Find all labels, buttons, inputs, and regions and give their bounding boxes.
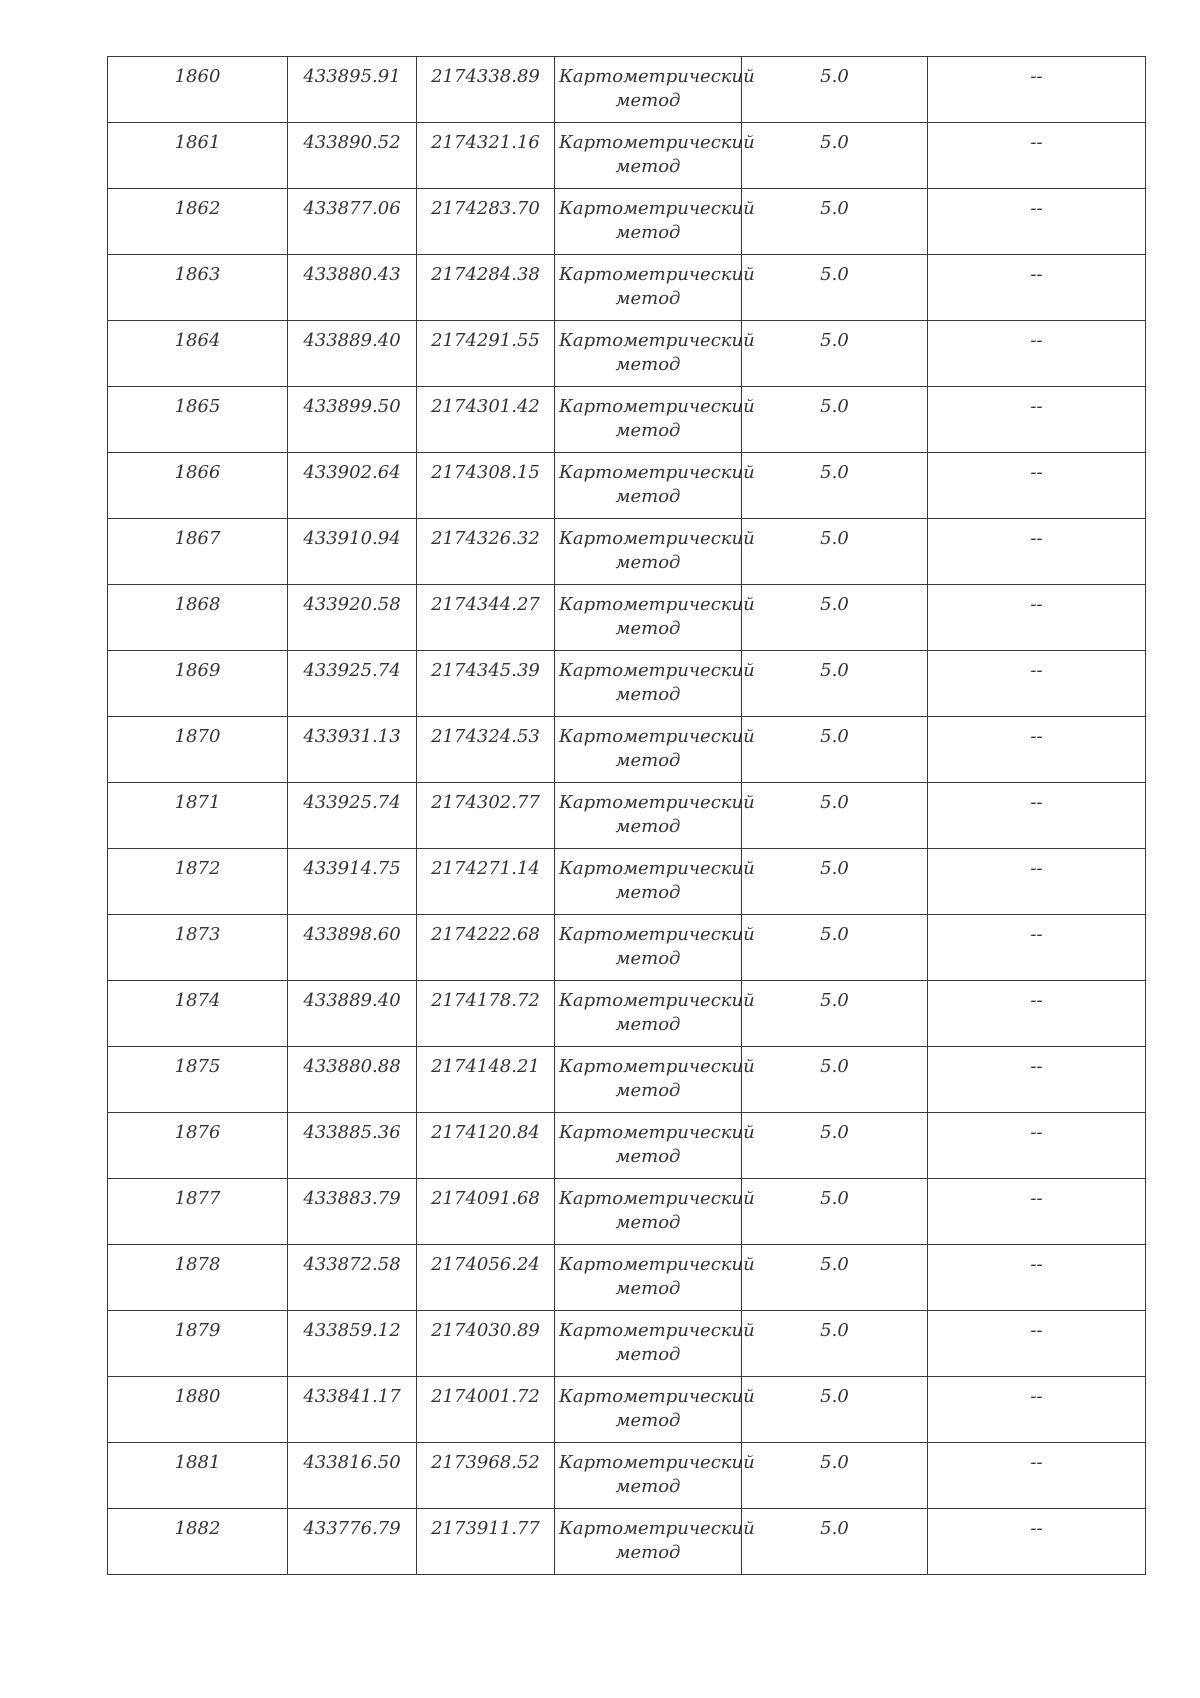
method-cell <box>555 1047 755 1113</box>
x-coordinate-cell: 433899.50 <box>288 387 417 453</box>
point-number-cell: 1880 <box>108 1377 288 1443</box>
method-line-1: Картометрический <box>559 462 755 483</box>
accuracy-cell: 5.0 <box>742 1509 928 1575</box>
table-row <box>108 1311 1146 1377</box>
y-coordinate-cell: 2174301.42 <box>417 387 555 453</box>
accuracy-cell: 5.0 <box>742 321 928 387</box>
y-coordinate-cell: 2174338.89 <box>417 57 555 123</box>
note-cell: -- <box>928 717 1146 783</box>
accuracy-cell: 5.0 <box>742 1047 928 1113</box>
y-coordinate-cell: 2174326.32 <box>417 519 555 585</box>
method-line-2: метод <box>615 882 681 903</box>
accuracy-cell: 5.0 <box>742 453 928 519</box>
accuracy-cell: 5.0 <box>742 189 928 255</box>
accuracy-cell: 5.0 <box>742 915 928 981</box>
x-coordinate-cell: 433776.79 <box>288 1509 417 1575</box>
method-line-1: Картометрический <box>559 792 755 813</box>
accuracy-cell: 5.0 <box>742 519 928 585</box>
table-row <box>108 651 1146 717</box>
method-line-2: метод <box>615 420 681 441</box>
note-cell: -- <box>928 255 1146 321</box>
method-line-2: метод <box>615 816 681 837</box>
x-coordinate-cell: 433859.12 <box>288 1311 417 1377</box>
method-cell <box>555 1179 755 1245</box>
note-cell: -- <box>928 981 1146 1047</box>
x-coordinate-cell: 433902.64 <box>288 453 417 519</box>
method-cell <box>555 1113 755 1179</box>
method-cell <box>555 321 755 387</box>
method-line-1: Картометрический <box>559 1452 755 1473</box>
y-coordinate-cell: 2174308.15 <box>417 453 555 519</box>
note-cell: -- <box>928 1113 1146 1179</box>
point-number-cell: 1867 <box>108 519 288 585</box>
table-row <box>108 387 1146 453</box>
method-line-1: Картометрический <box>559 924 755 945</box>
accuracy-cell: 5.0 <box>742 585 928 651</box>
method-line-2: метод <box>615 750 681 771</box>
table-row <box>108 519 1146 585</box>
x-coordinate-cell: 433841.17 <box>288 1377 417 1443</box>
method-cell <box>555 453 755 519</box>
method-cell <box>555 1509 755 1575</box>
table-row <box>108 849 1146 915</box>
method-line-2: метод <box>615 156 681 177</box>
table-row <box>108 57 1146 123</box>
method-cell <box>555 981 755 1047</box>
x-coordinate-cell: 433914.75 <box>288 849 417 915</box>
y-coordinate-cell: 2174291.55 <box>417 321 555 387</box>
method-line-1: Картометрический <box>559 1056 755 1077</box>
method-cell <box>555 255 755 321</box>
method-line-2: метод <box>615 354 681 375</box>
note-cell: -- <box>928 1443 1146 1509</box>
point-number-cell: 1863 <box>108 255 288 321</box>
y-coordinate-cell: 2174344.27 <box>417 585 555 651</box>
method-cell <box>555 1377 755 1443</box>
x-coordinate-cell: 433880.43 <box>288 255 417 321</box>
method-line-1: Картометрический <box>559 264 755 285</box>
point-number-cell: 1862 <box>108 189 288 255</box>
point-number-cell: 1877 <box>108 1179 288 1245</box>
method-line-1: Картометрический <box>559 858 755 879</box>
table-row <box>108 915 1146 981</box>
note-cell: -- <box>928 453 1146 519</box>
document-page <box>107 56 1145 1575</box>
x-coordinate-cell: 433895.91 <box>288 57 417 123</box>
accuracy-cell: 5.0 <box>742 849 928 915</box>
point-number-cell: 1875 <box>108 1047 288 1113</box>
note-cell: -- <box>928 189 1146 255</box>
point-number-cell: 1881 <box>108 1443 288 1509</box>
method-cell <box>555 915 755 981</box>
table-row <box>108 189 1146 255</box>
x-coordinate-cell: 433910.94 <box>288 519 417 585</box>
method-line-2: метод <box>615 1476 681 1497</box>
method-line-1: Картометрический <box>559 660 755 681</box>
accuracy-cell: 5.0 <box>742 123 928 189</box>
x-coordinate-cell: 433890.52 <box>288 123 417 189</box>
x-coordinate-cell: 433925.74 <box>288 651 417 717</box>
point-number-cell: 1871 <box>108 783 288 849</box>
method-line-1: Картометрический <box>559 330 755 351</box>
note-cell: -- <box>928 783 1146 849</box>
y-coordinate-cell: 2174120.84 <box>417 1113 555 1179</box>
method-line-1: Картометрический <box>559 66 755 87</box>
coordinates-table-body <box>108 57 1146 1575</box>
y-coordinate-cell: 2174148.21 <box>417 1047 555 1113</box>
x-coordinate-cell: 433816.50 <box>288 1443 417 1509</box>
y-coordinate-cell: 2174283.70 <box>417 189 555 255</box>
point-number-cell: 1870 <box>108 717 288 783</box>
note-cell: -- <box>928 651 1146 717</box>
method-line-2: метод <box>615 1344 681 1365</box>
note-cell: -- <box>928 321 1146 387</box>
point-number-cell: 1869 <box>108 651 288 717</box>
method-line-1: Картометрический <box>559 1122 755 1143</box>
method-line-2: метод <box>615 1410 681 1431</box>
note-cell: -- <box>928 1377 1146 1443</box>
note-cell: -- <box>928 1245 1146 1311</box>
method-line-2: метод <box>615 1212 681 1233</box>
point-number-cell: 1876 <box>108 1113 288 1179</box>
table-row <box>108 783 1146 849</box>
y-coordinate-cell: 2174345.39 <box>417 651 555 717</box>
method-cell <box>555 387 755 453</box>
accuracy-cell: 5.0 <box>742 1377 928 1443</box>
note-cell: -- <box>928 57 1146 123</box>
note-cell: -- <box>928 585 1146 651</box>
table-row <box>108 1047 1146 1113</box>
method-line-2: метод <box>615 684 681 705</box>
method-cell <box>555 57 755 123</box>
x-coordinate-cell: 433931.13 <box>288 717 417 783</box>
note-cell: -- <box>928 123 1146 189</box>
y-coordinate-cell: 2174324.53 <box>417 717 555 783</box>
note-cell: -- <box>928 915 1146 981</box>
note-cell: -- <box>928 1509 1146 1575</box>
accuracy-cell: 5.0 <box>742 717 928 783</box>
y-coordinate-cell: 2174284.38 <box>417 255 555 321</box>
accuracy-cell: 5.0 <box>742 651 928 717</box>
table-row <box>108 585 1146 651</box>
method-line-2: метод <box>615 948 681 969</box>
method-line-1: Картометрический <box>559 726 755 747</box>
point-number-cell: 1868 <box>108 585 288 651</box>
method-line-1: Картометрический <box>559 528 755 549</box>
x-coordinate-cell: 433880.88 <box>288 1047 417 1113</box>
method-cell <box>555 519 755 585</box>
method-cell <box>555 717 755 783</box>
note-cell: -- <box>928 1311 1146 1377</box>
method-line-1: Картометрический <box>559 990 755 1011</box>
y-coordinate-cell: 2174030.89 <box>417 1311 555 1377</box>
y-coordinate-cell: 2174271.14 <box>417 849 555 915</box>
method-line-1: Картометрический <box>559 1320 755 1341</box>
table-row <box>108 453 1146 519</box>
note-cell: -- <box>928 849 1146 915</box>
accuracy-cell: 5.0 <box>742 981 928 1047</box>
accuracy-cell: 5.0 <box>742 1179 928 1245</box>
method-cell <box>555 849 755 915</box>
method-line-2: метод <box>615 222 681 243</box>
method-cell <box>555 189 755 255</box>
table-row <box>108 255 1146 321</box>
y-coordinate-cell: 2174302.77 <box>417 783 555 849</box>
accuracy-cell: 5.0 <box>742 57 928 123</box>
y-coordinate-cell: 2174178.72 <box>417 981 555 1047</box>
y-coordinate-cell: 2174321.16 <box>417 123 555 189</box>
method-line-1: Картометрический <box>559 594 755 615</box>
accuracy-cell: 5.0 <box>742 1311 928 1377</box>
table-row <box>108 981 1146 1047</box>
table-row <box>108 1509 1146 1575</box>
method-line-2: метод <box>615 90 681 111</box>
x-coordinate-cell: 433889.40 <box>288 981 417 1047</box>
method-line-2: метод <box>615 618 681 639</box>
x-coordinate-cell: 433885.36 <box>288 1113 417 1179</box>
method-line-2: метод <box>615 288 681 309</box>
y-coordinate-cell: 2174222.68 <box>417 915 555 981</box>
table-row <box>108 123 1146 189</box>
y-coordinate-cell: 2173968.52 <box>417 1443 555 1509</box>
x-coordinate-cell: 433920.58 <box>288 585 417 651</box>
accuracy-cell: 5.0 <box>742 783 928 849</box>
method-line-2: метод <box>615 1080 681 1101</box>
point-number-cell: 1864 <box>108 321 288 387</box>
point-number-cell: 1860 <box>108 57 288 123</box>
method-cell <box>555 585 755 651</box>
table-row <box>108 321 1146 387</box>
point-number-cell: 1865 <box>108 387 288 453</box>
method-line-2: метод <box>615 486 681 507</box>
y-coordinate-cell: 2173911.77 <box>417 1509 555 1575</box>
x-coordinate-cell: 433883.79 <box>288 1179 417 1245</box>
x-coordinate-cell: 433872.58 <box>288 1245 417 1311</box>
accuracy-cell: 5.0 <box>742 387 928 453</box>
method-line-2: метод <box>615 1014 681 1035</box>
method-line-1: Картометрический <box>559 132 755 153</box>
method-line-2: метод <box>615 1278 681 1299</box>
y-coordinate-cell: 2174056.24 <box>417 1245 555 1311</box>
accuracy-cell: 5.0 <box>742 1113 928 1179</box>
method-cell <box>555 1311 755 1377</box>
point-number-cell: 1878 <box>108 1245 288 1311</box>
x-coordinate-cell: 433877.06 <box>288 189 417 255</box>
method-line-1: Картометрический <box>559 1386 755 1407</box>
method-line-1: Картометрический <box>559 1254 755 1275</box>
coordinates-table <box>107 56 1146 1575</box>
method-line-2: метод <box>615 552 681 573</box>
point-number-cell: 1872 <box>108 849 288 915</box>
method-cell <box>555 123 755 189</box>
table-row <box>108 1245 1146 1311</box>
point-number-cell: 1861 <box>108 123 288 189</box>
table-row <box>108 1113 1146 1179</box>
table-row <box>108 1377 1146 1443</box>
x-coordinate-cell: 433925.74 <box>288 783 417 849</box>
note-cell: -- <box>928 387 1146 453</box>
note-cell: -- <box>928 519 1146 585</box>
method-line-2: метод <box>615 1146 681 1167</box>
point-number-cell: 1874 <box>108 981 288 1047</box>
accuracy-cell: 5.0 <box>742 255 928 321</box>
method-line-1: Картометрический <box>559 198 755 219</box>
x-coordinate-cell: 433898.60 <box>288 915 417 981</box>
method-cell <box>555 783 755 849</box>
table-row <box>108 1443 1146 1509</box>
x-coordinate-cell: 433889.40 <box>288 321 417 387</box>
method-line-1: Картометрический <box>559 1518 755 1539</box>
point-number-cell: 1873 <box>108 915 288 981</box>
method-cell <box>555 1245 755 1311</box>
point-number-cell: 1879 <box>108 1311 288 1377</box>
method-line-1: Картометрический <box>559 396 755 417</box>
method-cell <box>555 1443 755 1509</box>
table-row <box>108 717 1146 783</box>
method-cell <box>555 651 755 717</box>
note-cell: -- <box>928 1179 1146 1245</box>
y-coordinate-cell: 2174091.68 <box>417 1179 555 1245</box>
note-cell: -- <box>928 1047 1146 1113</box>
accuracy-cell: 5.0 <box>742 1443 928 1509</box>
accuracy-cell: 5.0 <box>742 1245 928 1311</box>
point-number-cell: 1866 <box>108 453 288 519</box>
method-line-2: метод <box>615 1542 681 1563</box>
point-number-cell: 1882 <box>108 1509 288 1575</box>
method-line-1: Картометрический <box>559 1188 755 1209</box>
table-row <box>108 1179 1146 1245</box>
y-coordinate-cell: 2174001.72 <box>417 1377 555 1443</box>
